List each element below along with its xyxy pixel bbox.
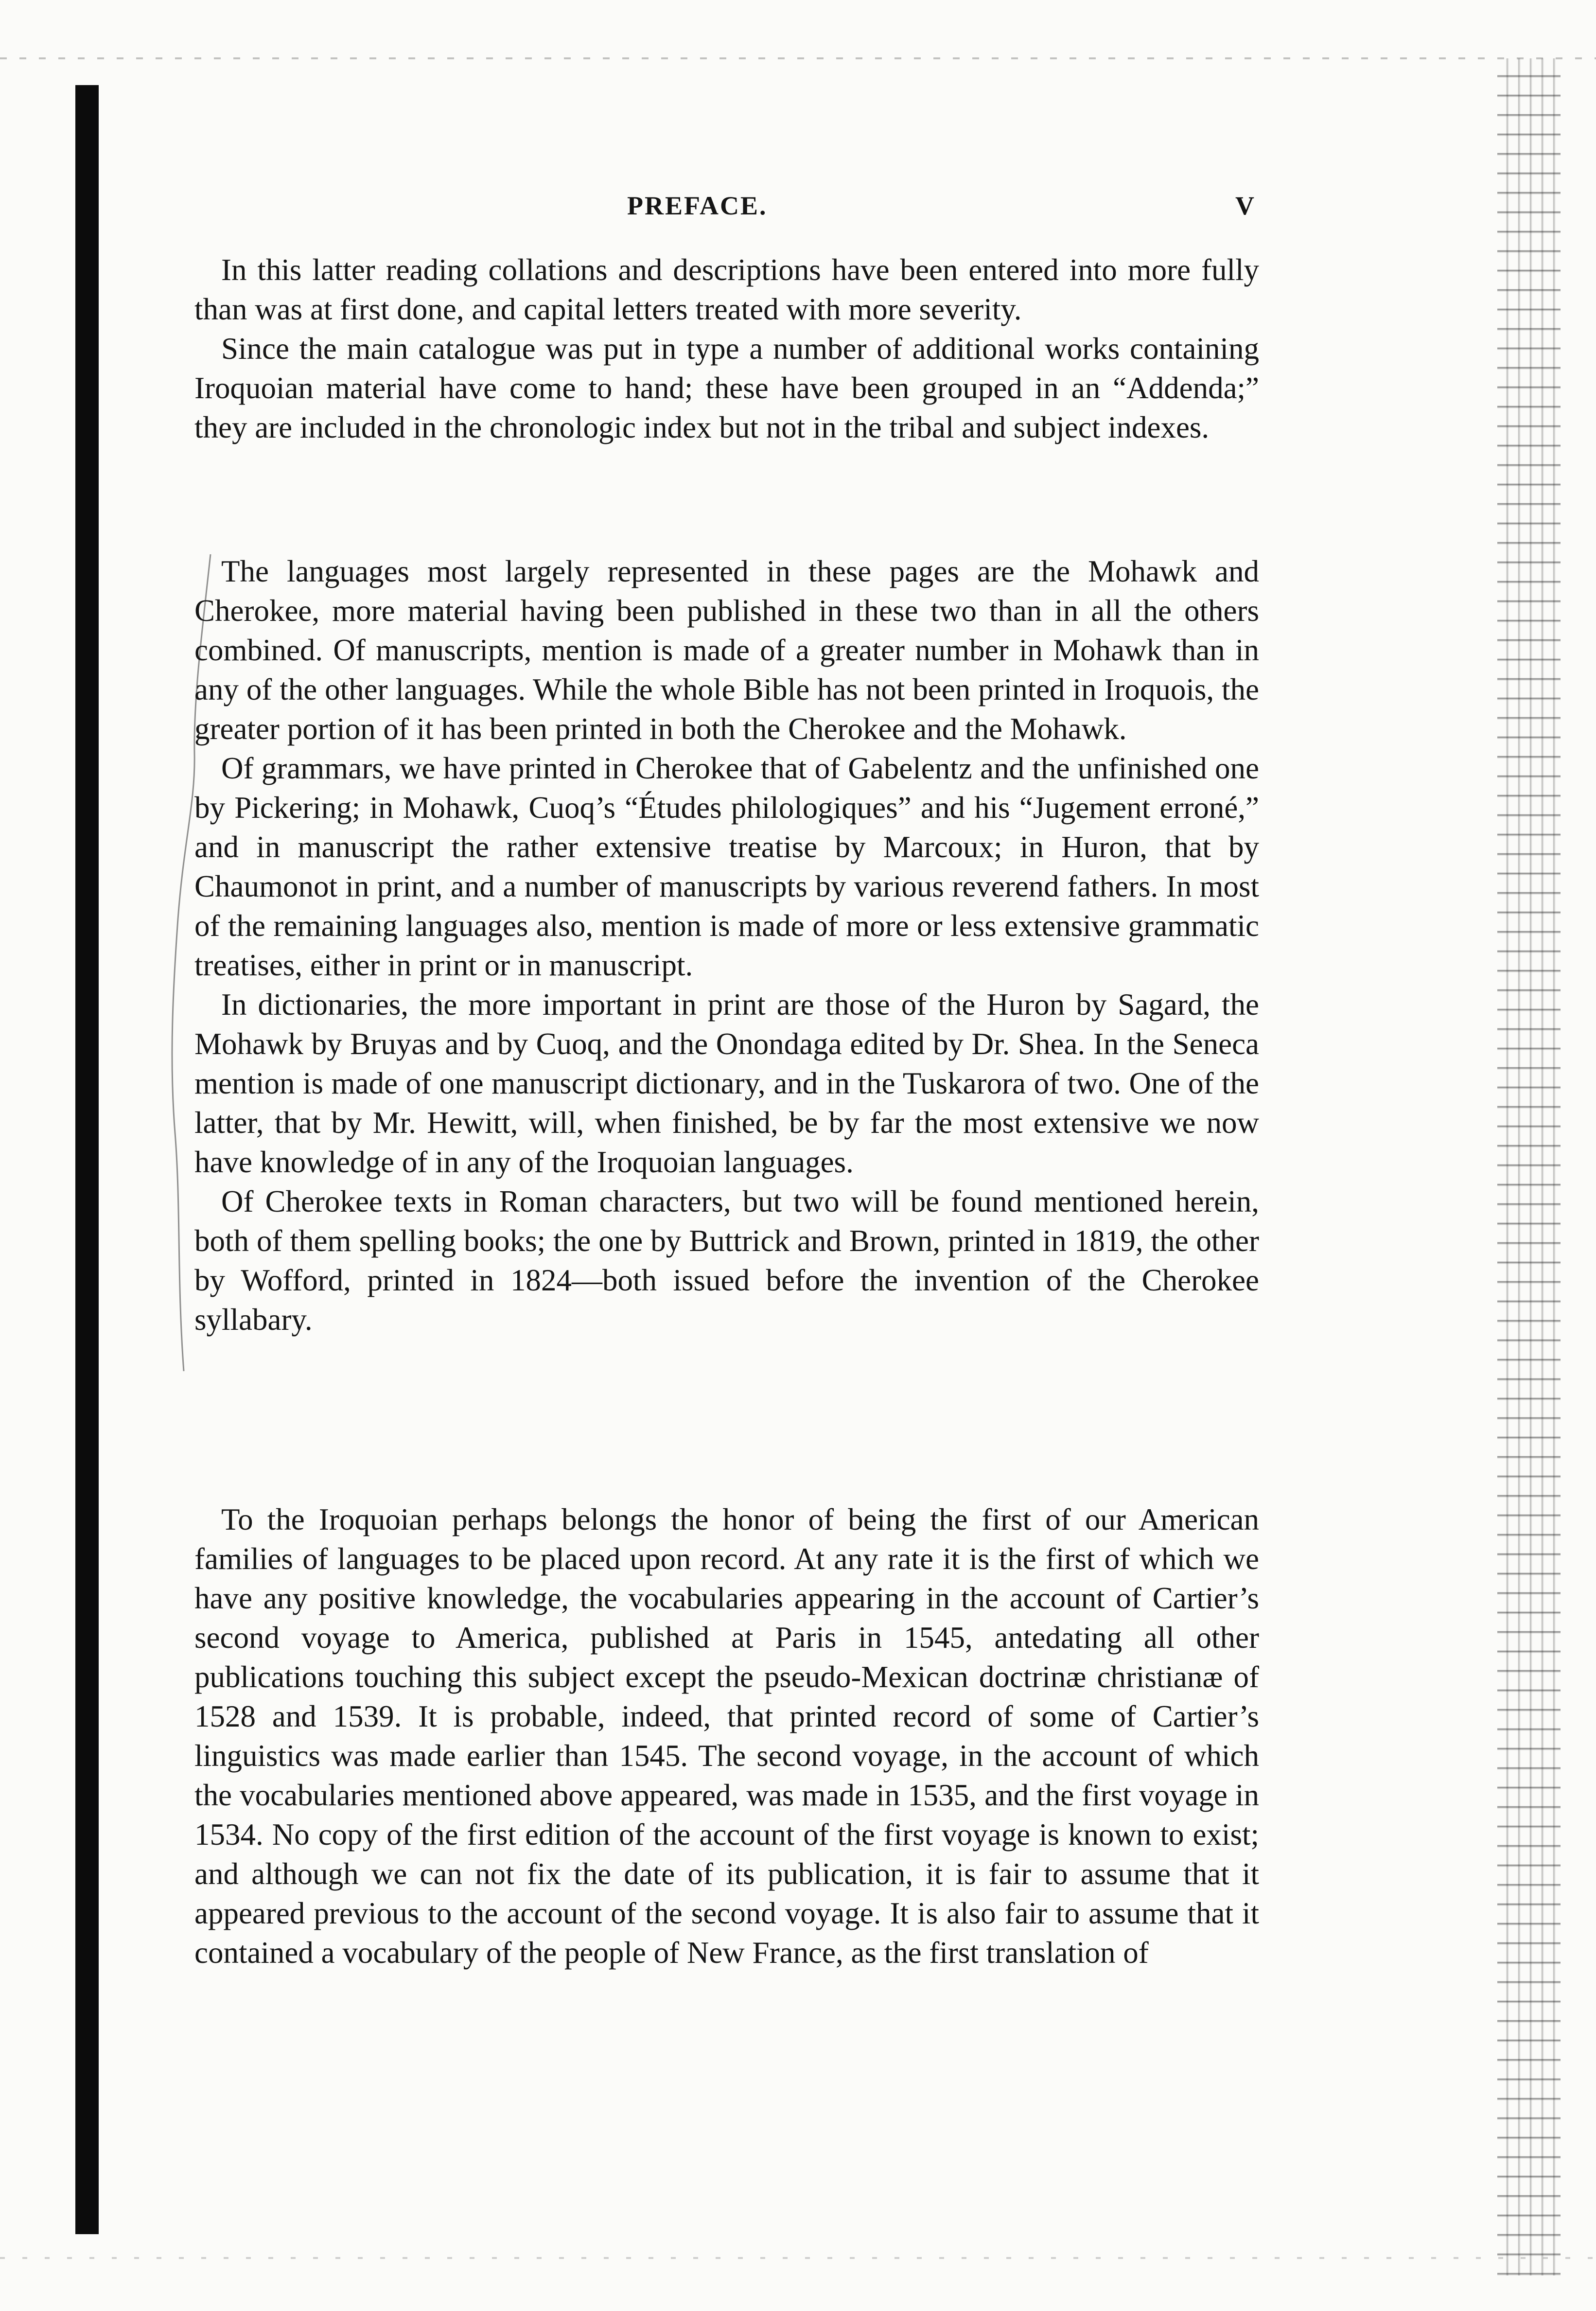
running-header	[194, 191, 1254, 225]
page-number: V	[1235, 191, 1254, 220]
scan-bottom-edge	[0, 2257, 1596, 2259]
paragraph: To the Iroquoian perhaps belongs the honor of being the first of our American families of languages to be placed upon record. At any rate it is the first of which we have any positive knowledge, the vocabularies appearing in the account of Cartier’s second voyage to America, published at Paris in 1545, antedating all other publications touching this subject except the pseudo-Mexican doctrinæ christianæ of 1528 and 1539. It is probable, indeed, that printed record of some of Cartier’s linguistics was made earlier than 1545. The second voyage, in the account of which the vocabularies mentioned above appeared, was made in 1535, and the first voyage in 1534. No copy of the first edition of the account of the first voyage is known to exist; and although we can not fix the date of its publication, it is fair to assume that it appeared previous to the account of the second voyage. It is also fair to assume that it contained a vocabulary of the people of New France, as the first translation of	[194, 1502, 1259, 1970]
paragraph: In this latter reading collations and descriptions have been entered into more fully than was at first done, and capital letters treated with more severity.	[194, 253, 1259, 326]
paragraph: Of Cherokee texts in Roman characters, but two will be found mentioned herein, both of them spelling books; the one by Buttrick and Brown, printed in 1819, the other by Wofford, printed in 1824—both issued before the invention of the Cherokee syllabary.	[194, 1184, 1259, 1337]
paragraph: The languages most largely represented in these pages are the Mohawk and Cherokee, more material having been published in these two than in all the others combined. Of manuscripts, mention is made of a greater number in Mohawk than in any of the other languages. While the whole Bible has not been printed in Iroquois, the greater portion of it has been printed in both the Cherokee and the Mohawk.	[194, 554, 1259, 746]
page-title: PREFACE.	[627, 191, 768, 220]
text-section-2	[194, 552, 1259, 1340]
text-section-1	[194, 250, 1259, 447]
scan-top-edge	[0, 57, 1596, 59]
paragraph: Of grammars, we have printed in Cherokee that of Gabelentz and the unfinished one by Pickering; in Mohawk, Cuoq’s “Études philologiques” and his “Jugement erroné,” and in manuscript the rather extensive treatise by Marcoux; in Huron, that by Chaumonot in print, and a number of manuscripts by various reverend fathers. In most of the remaining languages also, mention is made of more or less extensive grammatic treatises, either in print or in manuscript.	[194, 751, 1259, 982]
paragraph: Since the main catalogue was put in type a number of additional works containing Iroquoian material have come to hand; these have been grouped in an “Addenda;” they are included in the chronologic index but not in the tribal and subject indexes.	[194, 332, 1259, 444]
text-section-3	[194, 1500, 1259, 1973]
binding-edge	[75, 85, 99, 2234]
paragraph: In dictionaries, the more important in print are those of the Huron by Sagard, the Mohawk by Bruyas and by Cuoq, and the Onondaga edited by Dr. Shea. In the Seneca mention is made of one manuscript dictionary, and in the Tuskarora of two. One of the latter, that by Mr. Hewitt, will, when finished, be by far the most extensive we now have knowledge of in any of the Iroquoian languages.	[194, 988, 1259, 1179]
scan-right-edge	[1497, 58, 1561, 2276]
